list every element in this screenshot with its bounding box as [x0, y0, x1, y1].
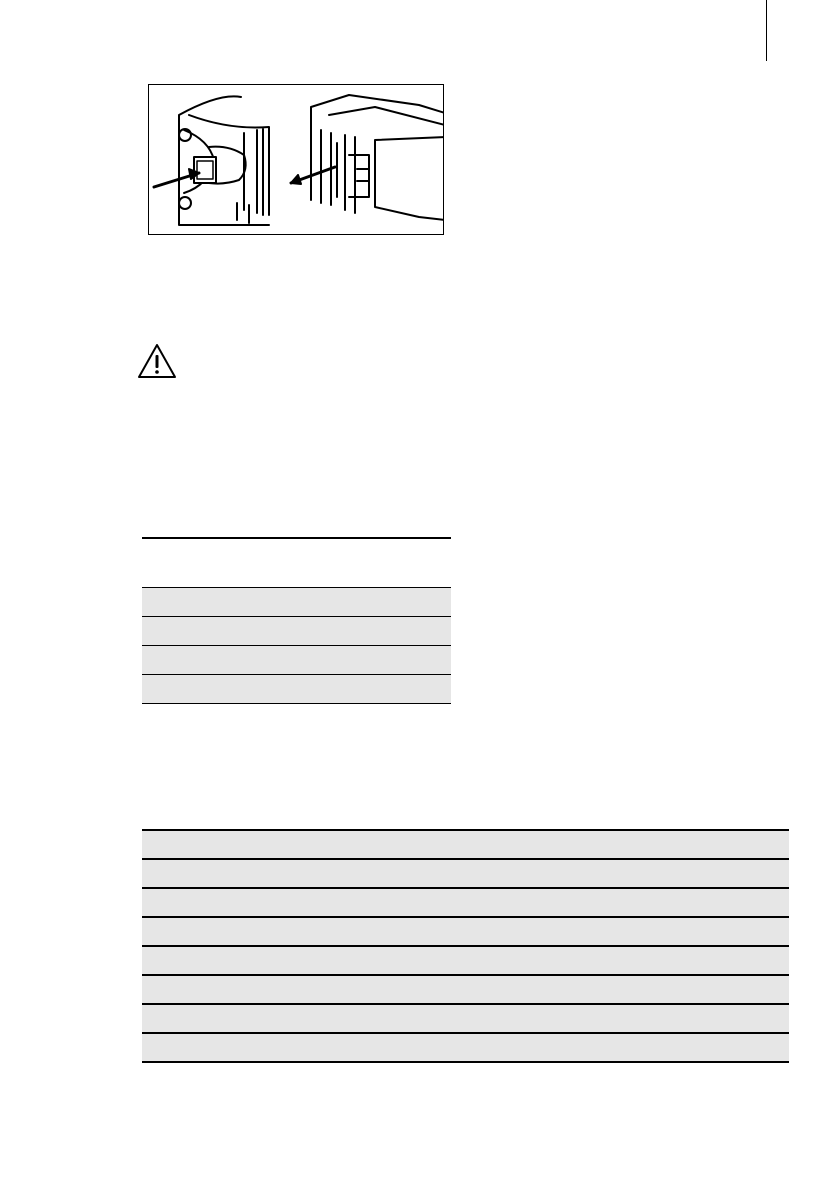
- table-cell: [142, 617, 214, 646]
- table-cell: [142, 946, 789, 975]
- table-row: [142, 975, 789, 1004]
- connector-socket-icon: [179, 96, 269, 225]
- table-cell: [142, 830, 789, 859]
- table-cell: [142, 646, 214, 675]
- connector-drawing: [149, 85, 444, 235]
- table-cell: [214, 675, 451, 704]
- table-cell: [142, 859, 789, 888]
- table-cell: [142, 675, 214, 704]
- table-row: [142, 617, 451, 646]
- table-cell: [142, 1004, 789, 1033]
- table-row: [142, 946, 789, 975]
- connector-illustration: [148, 84, 444, 235]
- warning-triangle-icon: [137, 343, 177, 379]
- table-header-cell: [142, 538, 214, 588]
- table-header-cell: [214, 538, 451, 588]
- table-cell: [142, 588, 214, 617]
- table-cell: [142, 888, 789, 917]
- page-margin-rule: [766, 0, 767, 61]
- table-row: [142, 917, 789, 946]
- data-table: [142, 829, 789, 1063]
- table-row: [142, 859, 789, 888]
- table-row: [142, 1033, 789, 1062]
- table-cell: [214, 588, 451, 617]
- table-header-row: [142, 538, 451, 588]
- table-cell: [142, 1033, 789, 1062]
- table-row: [142, 646, 451, 675]
- table-row: [142, 588, 451, 617]
- table-cell: [214, 617, 451, 646]
- table-row: [142, 1004, 789, 1033]
- table-row: [142, 888, 789, 917]
- specification-table: [142, 537, 451, 704]
- table-cell: [142, 917, 789, 946]
- table-row: [142, 830, 789, 859]
- table-cell: [214, 646, 451, 675]
- table-cell: [142, 975, 789, 1004]
- table-row: [142, 675, 451, 704]
